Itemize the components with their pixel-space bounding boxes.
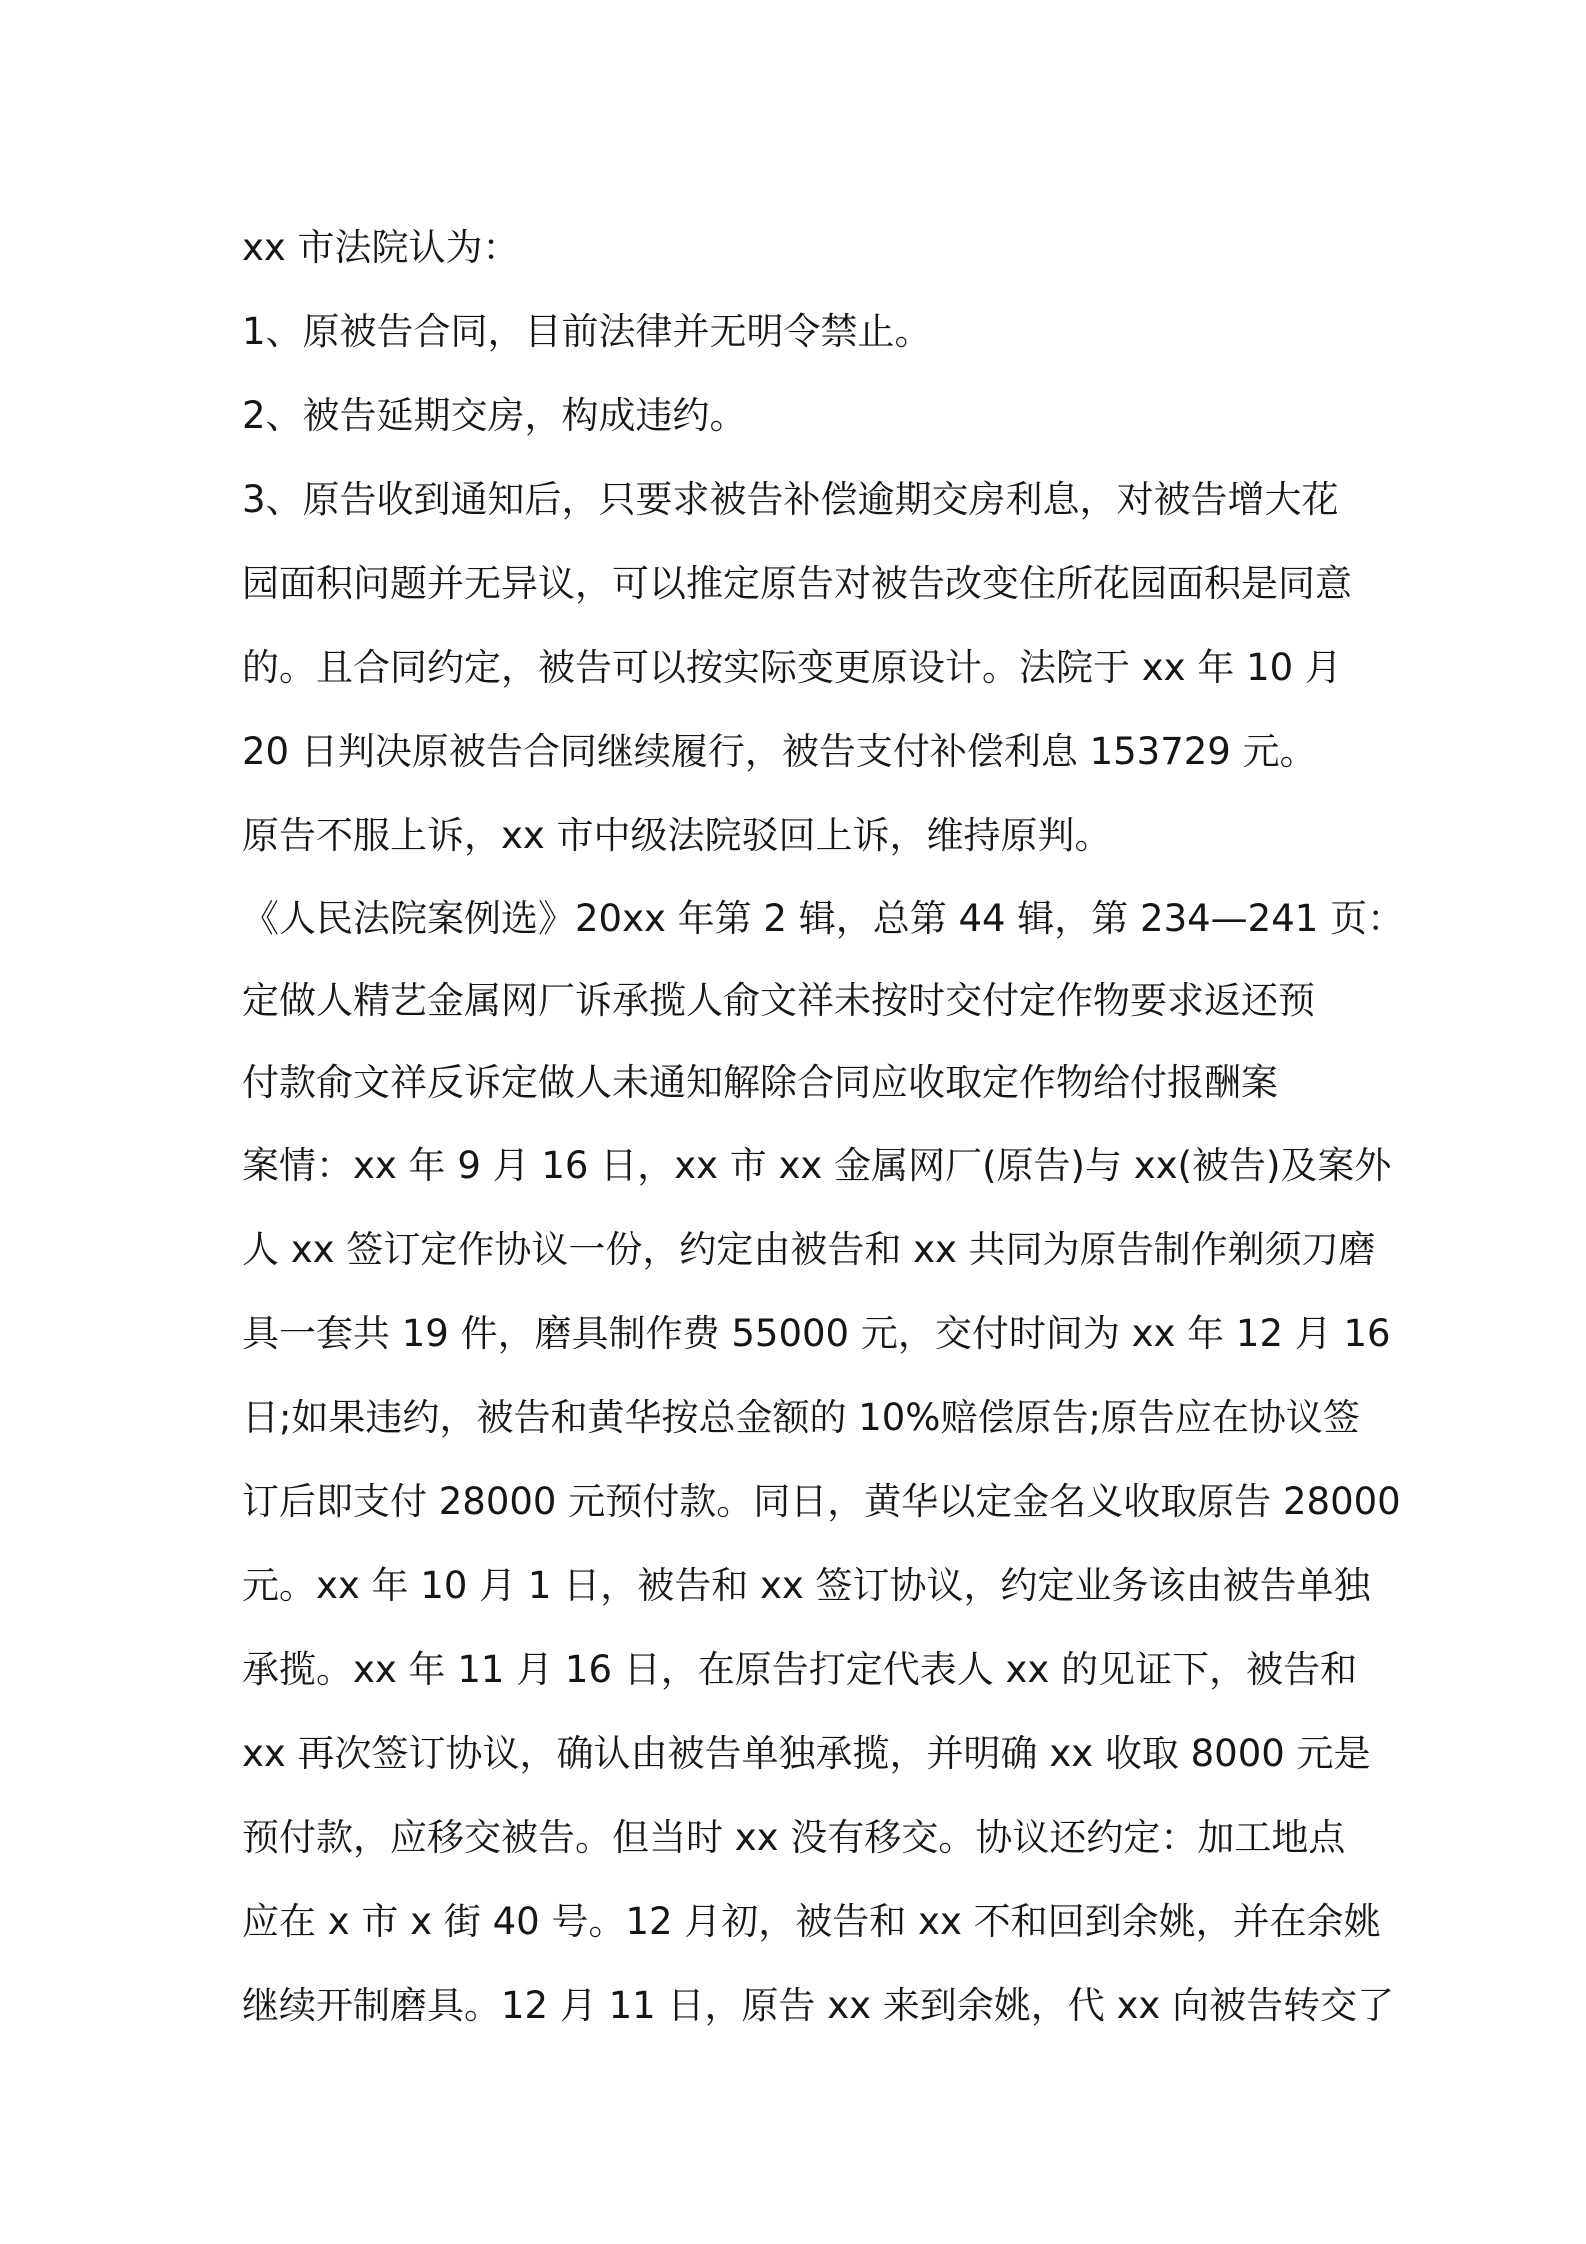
text-line: 承揽。xx 年 11 月 16 日，在原告打定代表人 xx 的见证下，被告和 [242, 1648, 1358, 1691]
text-line: 日;如果违约，被告和黄华按总金额的 10%赔偿原告;原告应在协议签 [242, 1396, 1360, 1439]
text-line: 人 xx 签订定作协议一份，约定由被告和 xx 共同为原告制作剃须刀磨 [242, 1228, 1376, 1271]
text-line: 《人民法院案例选》20xx 年第 2 辑，总第 44 辑，第 234—241 页： [242, 897, 1405, 940]
document-body [242, 206, 1405, 2048]
text-line: 20 日判决原被告合同继续履行，被告支付补偿利息 153729 元。 [242, 730, 1317, 773]
text-line: 元。xx 年 10 月 1 日，被告和 xx 签订协议，约定业务该由被告单独 [242, 1564, 1371, 1607]
text-line: 原告不服上诉，xx 市中级法院驳回上诉，维持原判。 [242, 814, 1112, 857]
text-line: 定做人精艺金属网厂诉承揽人俞文祥未按时交付定作物要求返还预 [242, 979, 1315, 1022]
text-line: 应在 x 市 x 街 40 号。12 月初，被告和 xx 不和回到余姚，并在余姚 [242, 1900, 1381, 1943]
text-line: 园面积问题并无异议，可以推定原告对被告改变住所花园面积是同意 [242, 562, 1352, 605]
text-line: 具一套共 19 件，磨具制作费 55000 元，交付时间为 xx 年 12 月 16 [242, 1312, 1391, 1355]
text-line: 预付款，应移交被告。但当时 xx 没有移交。协议还约定：加工地点 [242, 1816, 1346, 1859]
text-line: 案情：xx 年 9 月 16 日，xx 市 xx 金属网厂(原告)与 xx(被告)及案外 [242, 1144, 1392, 1187]
text-line: 继续开制磨具。12 月 11 日，原告 xx 来到余姚，代 xx 向被告转交了 [242, 1984, 1395, 2027]
text-line: 订后即支付 28000 元预付款。同日，黄华以定金名义收取原告 28000 [242, 1480, 1401, 1523]
text-line: 的。且合同约定，被告可以按实际变更原设计。法院于 xx 年 10 月 [242, 646, 1342, 689]
text-line: xx 市法院认为： [242, 226, 520, 269]
text-line: 1、原被告合同，目前法律并无明令禁止。 [242, 310, 932, 353]
text-line: 付款俞文祥反诉定做人未通知解除合同应收取定作物给付报酬案 [242, 1061, 1278, 1104]
text-line: 3、原告收到通知后，只要求被告补偿逾期交房利息，对被告增大花 [242, 478, 1339, 521]
text-line: xx 再次签订协议，确认由被告单独承揽，并明确 xx 收取 8000 元是 [242, 1732, 1371, 1775]
text-line: 2、被告延期交房，构成违约。 [242, 394, 747, 437]
